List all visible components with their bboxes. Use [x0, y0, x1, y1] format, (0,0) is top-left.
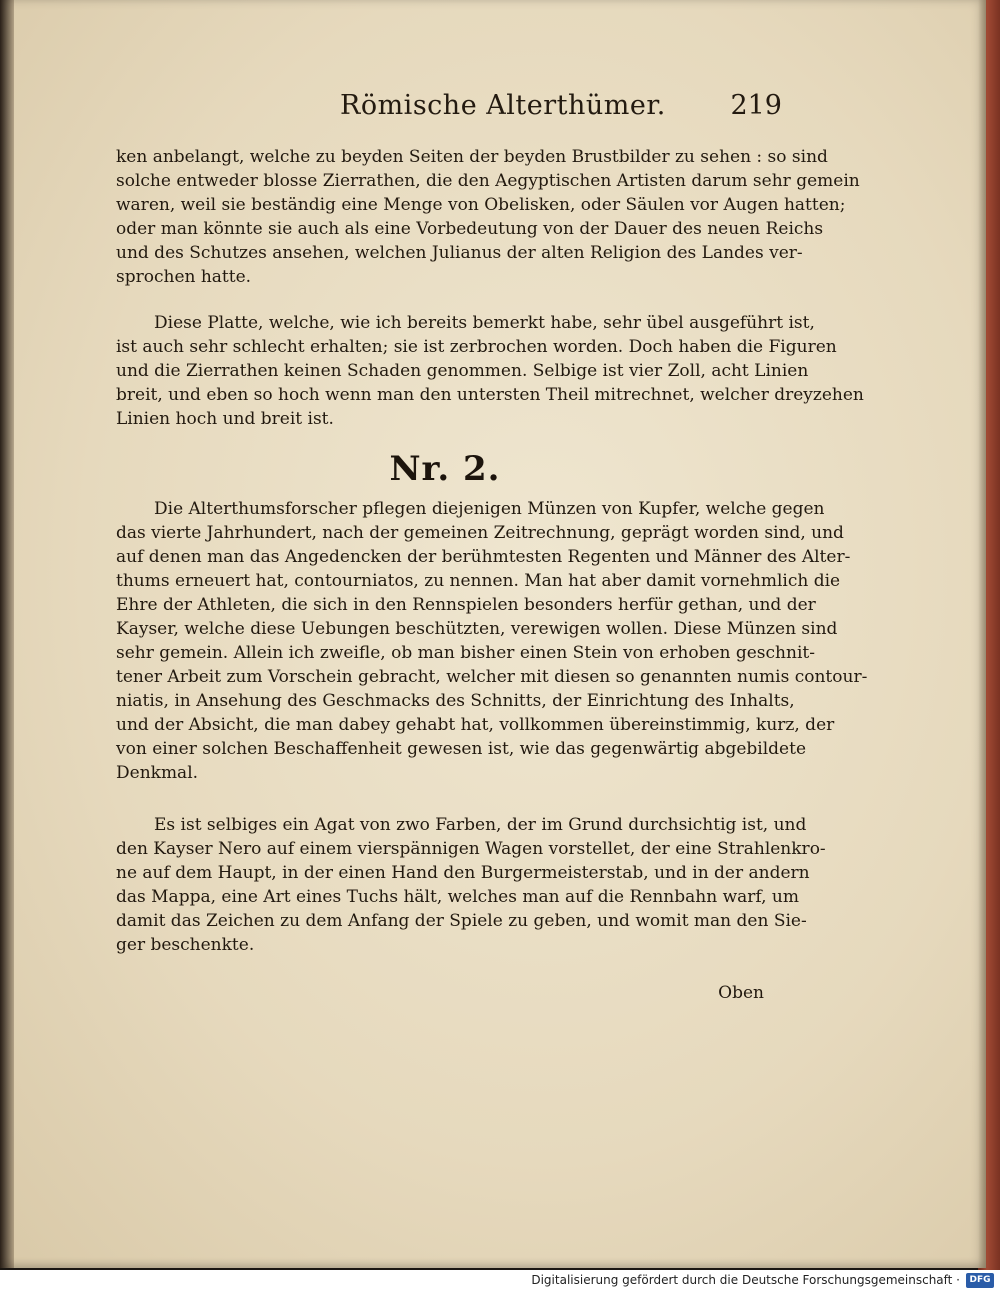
dfg-logo: DFG	[966, 1273, 994, 1288]
text-line: breit, und eben so hoch wenn man den untersten Theil mitrechnet, welcher dreyzehen	[116, 385, 864, 405]
text-line: ist auch sehr schlecht erhalten; sie ist zerbrochen worden. Doch haben die Figuren	[116, 337, 837, 357]
text-line: damit das Zeichen zu dem Anfang der Spiele zu geben, und womit man den Sie-	[116, 911, 807, 931]
funding-credit: Digitalisierung gefördert durch die Deutsche Forschungsgemeinschaft ·	[531, 1273, 960, 1287]
page-number: 219	[730, 90, 782, 121]
text-line: Linien hoch und breit ist.	[116, 409, 334, 429]
text-line: ger beschenkte.	[116, 935, 255, 955]
text-line: das vierte Jahrhundert, nach der gemeinen Zeitrechnung, geprägt worden sind, und	[116, 523, 844, 543]
paragraph-4	[116, 813, 826, 957]
text-line: den Kayser Nero auf einem vierspännigen Wagen vorstellet, der eine Strahlenkro-	[116, 839, 826, 859]
text-line: auf denen man das Angedencken der berühmtesten Regenten und Männer des Alter-	[116, 547, 851, 567]
page-header	[112, 90, 782, 130]
text-line: thums erneuert hat, contourniatos, zu nennen. Man hat aber damit vornehmlich die	[116, 571, 841, 591]
text-line: sehr gemein. Allein ich zweifle, ob man bisher einen Stein von erhoben geschnit-	[116, 643, 815, 663]
text-line: Kayser, welche diese Uebungen beschützten, verewigen wollen. Diese Münzen sind	[116, 619, 838, 639]
paragraph-2	[116, 311, 864, 431]
text-line: das Mappa, eine Art eines Tuchs hält, welches man auf die Rennbahn warf, um	[116, 887, 799, 907]
text-line: Die Alterthumsforscher pflegen diejenigen Münzen von Kupfer, welche gegen	[154, 499, 825, 519]
paragraph-3	[116, 497, 868, 785]
running-title: Römische Alterthümer.	[340, 90, 666, 121]
text-line: und der Absicht, die man dabey gehabt hat, vollkommen übereinstimmig, kurz, der	[116, 715, 835, 735]
catchword: Oben	[718, 983, 764, 1003]
paragraph-1	[116, 145, 860, 289]
text-line: und des Schutzes ansehen, welchen Julianus der alten Religion des Landes ver-	[116, 243, 803, 263]
text-line: ken anbelangt, welche zu beyden Seiten der beyden Brustbilder zu sehen : so sind	[116, 147, 828, 167]
text-line: ne auf dem Haupt, in der einen Hand den Burgermeisterstab, und in der andern	[116, 863, 810, 883]
text-line: von einer solchen Beschaffenheit gewesen ist, wie das gegenwärtig abgebildete	[116, 739, 807, 759]
text-line: Denkmal.	[116, 763, 199, 783]
text-line: oder man könnte sie auch als eine Vorbedeutung von der Dauer des neuen Reichs	[116, 219, 824, 239]
text-line: sprochen hatte.	[116, 267, 252, 287]
text-line: niatis, in Ansehung des Geschmacks des Schnitts, der Einrichtung des Inhalts,	[116, 691, 795, 711]
text-line: Diese Platte, welche, wie ich bereits bemerkt habe, sehr übel ausgeführt ist,	[154, 313, 815, 333]
text-line: waren, weil sie beständig eine Menge von Obelisken, oder Säulen vor Augen hatten;	[116, 195, 846, 215]
text-line: solche entweder blosse Zierrathen, die den Aegyptischen Artisten darum sehr gemein	[116, 171, 860, 191]
text-line: und die Zierrathen keinen Schaden genommen. Selbige ist vier Zoll, acht Linien	[116, 361, 809, 381]
text-line: tener Arbeit zum Vorschein gebracht, welcher mit diesen so genannten numis contour-	[116, 667, 868, 687]
footer-bar	[0, 1270, 1000, 1292]
section-heading: Nr. 2.	[389, 449, 501, 489]
text-line: Ehre der Athleten, die sich in den Rennspielen besonders herfür gethan, und der	[116, 595, 816, 615]
text-line: Es ist selbiges ein Agat von zwo Farben, der im Grund durchsichtig ist, und	[154, 815, 807, 835]
